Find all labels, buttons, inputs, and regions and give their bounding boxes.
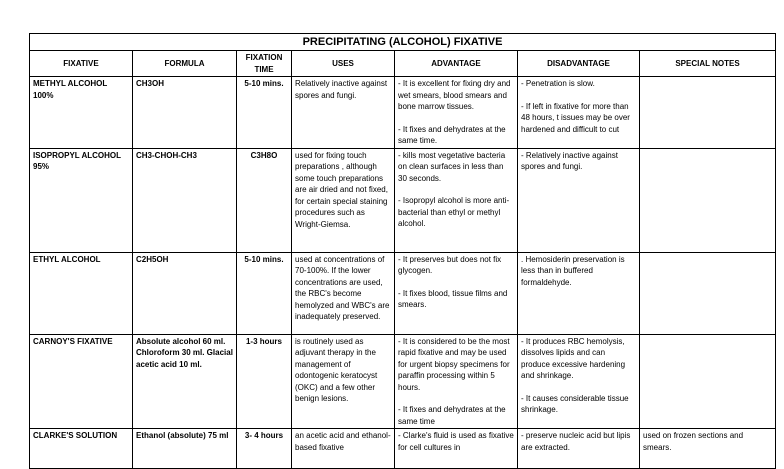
header-special-notes: SPECIAL NOTES	[640, 51, 776, 77]
header-advantage: ADVANTAGE	[395, 51, 518, 77]
advantage-cell-paragraph: - Clarke's fluid is used as fixative for cell cultures in	[398, 431, 514, 452]
uses-cell-paragraph: is routinely used as adjuvant therapy in the management of odontogenic keratocyst (OKC) and a few other benign lesions.	[295, 336, 378, 403]
fixative-name: ETHYL ALCOHOL	[30, 252, 133, 334]
table-row	[30, 252, 776, 334]
header-fixation-time: FIXATION TIME	[237, 51, 292, 77]
advantage-cell-paragraph: - It is considered to be the most rapid fixative and may be used for urgent biopsy specimens for paraffin processing within 5 hours.	[398, 336, 510, 392]
header-formula: FORMULA	[133, 51, 237, 77]
formula-cell: CH3OH	[133, 77, 237, 149]
disadvantage-cell	[518, 148, 640, 252]
uses-cell-paragraph: used for fixing touch preparations , although some touch preparations are air dried and not fixed, for certain special staining procedures such as Wright-Giemsa.	[295, 150, 388, 229]
table-row	[30, 429, 776, 469]
fixative-name: CARNOY'S FIXATIVE	[30, 334, 133, 429]
advantage-cell-paragraph: - It fixes and dehydrates at the same time	[398, 405, 506, 426]
formula-cell: Absolute alcohol 60 ml. Chloroform 30 ml. Glacial acetic acid 10 ml.	[133, 334, 237, 429]
advantage-cell	[395, 334, 518, 429]
fixation-time-cell: C3H8O	[237, 148, 292, 252]
advantage-cell-paragraph: - kills most vegetative bacteria on clean surfaces in less than 30 seconds.	[398, 150, 506, 183]
uses-cell	[292, 429, 395, 469]
header-fixative: FIXATIVE	[30, 51, 133, 77]
header-uses: USES	[292, 51, 395, 77]
advantage-cell	[395, 77, 518, 149]
formula-cell: CH3-CHOH-CH3	[133, 148, 237, 252]
advantage-cell	[395, 252, 518, 334]
table-row	[30, 77, 776, 149]
table-row	[30, 334, 776, 429]
fixation-time-cell: 5-10 mins.	[237, 77, 292, 149]
advantage-cell-paragraph: - It fixes blood, tissue films and smears.	[398, 288, 508, 309]
fixative-table	[29, 33, 776, 469]
advantage-cell-paragraph: - It preserves but does not fix glycogen.	[398, 254, 502, 275]
uses-cell-paragraph: Relatively inactive against spores and fungi.	[295, 79, 388, 100]
advantage-cell-paragraph: - Isopropyl alcohol is more anti-bacterial than ethyl or methyl alcohol.	[398, 196, 510, 228]
fixative-name: ISOPROPYL ALCOHOL 95%	[30, 148, 133, 252]
uses-cell	[292, 77, 395, 149]
disadvantage-cell	[518, 429, 640, 469]
advantage-cell-paragraph: - It fixes and dehydrates at the same time.	[398, 124, 506, 145]
disadvantage-cell-paragraph: . Hemosiderin preservation is less than in buffered formaldehyde.	[521, 254, 625, 287]
special-notes-cell	[640, 252, 776, 334]
header-disadvantage: DISADVANTAGE	[518, 51, 640, 77]
special-notes-cell	[640, 334, 776, 429]
uses-cell	[292, 252, 395, 334]
disadvantage-cell	[518, 252, 640, 334]
advantage-cell-paragraph: - It is excellent for fixing dry and wet smears, blood smears and bone marrow tissues.	[398, 79, 511, 111]
disadvantage-cell-paragraph: - Relatively inactive against spores and fungi.	[521, 150, 618, 171]
fixative-name: METHYL ALCOHOL 100%	[30, 77, 133, 149]
advantage-cell	[395, 429, 518, 469]
special-notes-cell-paragraph: used on frozen sections and smears.	[643, 431, 744, 452]
fixation-time-cell: 5-10 mins.	[237, 252, 292, 334]
table-title: PRECIPITATING (ALCOHOL) FIXATIVE	[29, 33, 776, 50]
special-notes-cell	[640, 77, 776, 149]
fixation-time-cell: 1-3 hours	[237, 334, 292, 429]
advantage-cell	[395, 148, 518, 252]
disadvantage-cell-paragraph: - Penetration is slow.	[521, 79, 595, 88]
disadvantage-cell-paragraph: - If left in fixative for more than 48 hours, t issues may be over hardened and difficult to cut	[521, 101, 630, 134]
disadvantage-cell-paragraph: - It causes considerable tissue shrinkage.	[521, 393, 629, 414]
formula-cell: C2H5OH	[133, 252, 237, 334]
formula-cell: Ethanol (absolute) 75 ml	[133, 429, 237, 469]
fixative-name: CLARKE'S SOLUTION	[30, 429, 133, 469]
table-row	[30, 148, 776, 252]
disadvantage-cell	[518, 77, 640, 149]
uses-cell	[292, 148, 395, 252]
header-row	[30, 51, 776, 77]
special-notes-cell	[640, 429, 776, 469]
uses-cell-paragraph: an acetic acid and ethanol-based fixative	[295, 431, 391, 452]
uses-cell-paragraph: used at concentrations of 70-100%. If the lower concentrations are used, the RBC's become hemolyzed and WBC's are inadequately preserved.	[295, 254, 390, 321]
disadvantage-cell-paragraph: - It produces RBC hemolysis, dissolves lipids and can produce excessive hardening and shrinkage.	[521, 336, 626, 380]
uses-cell	[292, 334, 395, 429]
fixation-time-cell: 3- 4 hours	[237, 429, 292, 469]
special-notes-cell	[640, 148, 776, 252]
disadvantage-cell	[518, 334, 640, 429]
disadvantage-cell-paragraph: - preserve nucleic acid but lipis are extracted.	[521, 431, 631, 452]
